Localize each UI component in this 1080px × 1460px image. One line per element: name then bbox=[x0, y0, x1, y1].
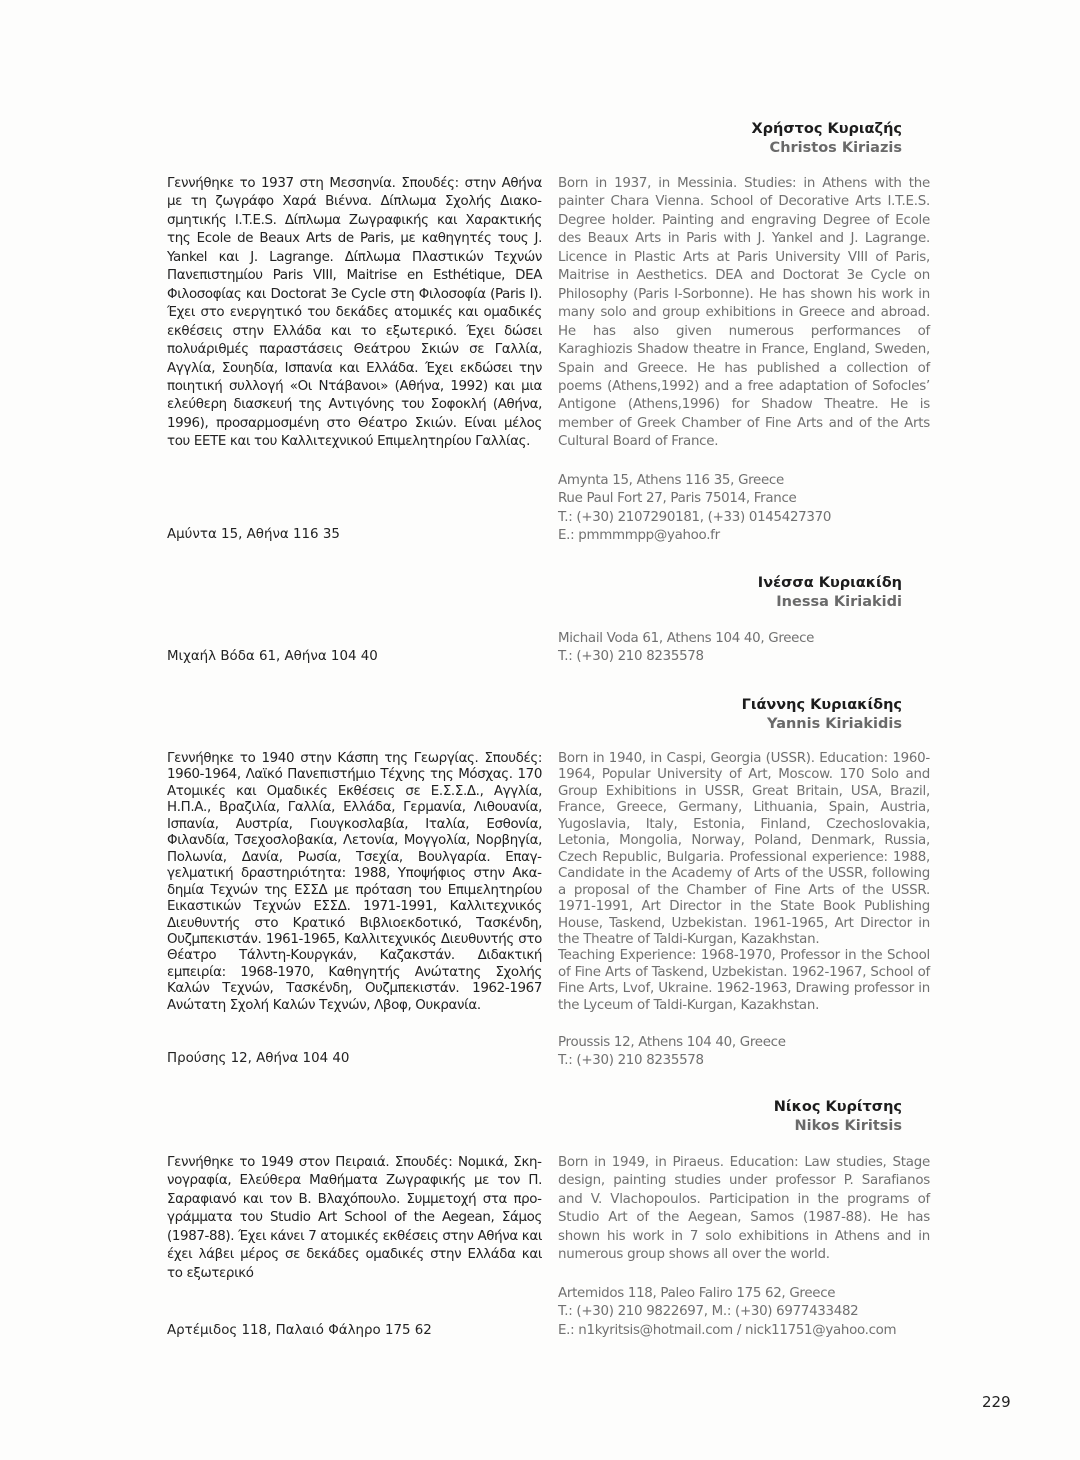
artist-heading-christos-kiriazis bbox=[751, 120, 902, 158]
contact-line: Michail Voda 61, Athens 104 40, Greece bbox=[558, 631, 815, 646]
artist-heading-inessa-kiriakidi bbox=[758, 574, 902, 612]
contact-line: Proussis 12, Athens 104 40, Greece bbox=[558, 1035, 786, 1050]
artist-name-greek: Γιάννης Κυριακίδης bbox=[741, 697, 902, 713]
contact-english bbox=[558, 630, 814, 667]
contact-english bbox=[558, 1034, 786, 1071]
artist-heading-yannis-kiriakidis bbox=[742, 696, 902, 734]
address-greek: Αρτέμιδος 118, Παλαιό Φάληρο 175 62 bbox=[167, 1323, 432, 1338]
address-greek: Μιχαήλ Βόδα 61, Αθήνα 104 40 bbox=[167, 649, 378, 664]
bio-greek: Γεννήθηκε το 1937 στη Μεσσηνία. Σπουδές: στην Αθήνα με τη ζωγράφο Χαρά Βιέννα. Δίπλωμα Σχολής Διακοσμητικής I.T.E.S. Δίπλωμα Ζωγραφικής και Χαρακτικής της Ecole de Beaux Arts de Paris, με καθηγητές τους J. Yankel και J. Lagrange. Δίπλωμα Πλαστικών Τεχνών Πανεπιστημίου Paris VIII, Maitrise en Esthétique, DEA Φιλοσοφίας και Doctorat 3e Cycle στη Φιλοσοφία (Paris I). Έχει στο ενεργητικό του δεκάδες ατομικές και ομαδικές εκθέσεις στην Ελλάδα και το εξωτερικό. Έχει δώσει πολυάριθμές παραστάσεις Θεάτρου Σκιών σε Γαλλία, Αγγλία, Σουηδία, Ισπανία και Ελλάδα. Έχει εκδώσει την ποιητική συλλογή «Οι Ντάβανοι» (Αθήνα, 1992) και μια ελεύθερη διασκευή της Αντιγόνης του Σοφοκλή (Αθήνα, 1996), προσαρμοσμένη στο Θέατρο Σκιών. Είναι μέλος του ΕΕΤΕ και του Καλλιτεχνικού Επιμελητηρίου Γαλλίας. bbox=[167, 176, 542, 450]
artist-name-greek: Νίκος Κυρίτσης bbox=[773, 1099, 902, 1115]
artist-name-greek: Χρήστος Κυριαζής bbox=[751, 121, 902, 137]
page-number: 229 bbox=[982, 1393, 1011, 1411]
artist-name-greek: Ινέσσα Κυριακίδη bbox=[757, 575, 902, 591]
contact-english bbox=[558, 472, 831, 546]
bio-english: Born in 1949, in Piraeus. Education: Law studies, Stage design, painting studies under professor P. Sarafianos and V. Vlachopoulos. Participation in the programs of Studio Art of the Aegean, Samos (1987-88). He has shown his work in 7 solo exhibitions in Athens and in numerous group shows all over the world. bbox=[558, 1155, 930, 1263]
contact-phone: T.: (+30) 2107290181, (+33) 0145427370 bbox=[558, 509, 832, 525]
artist-name-english: Inessa Kiriakidi bbox=[776, 594, 902, 610]
address-greek: Προύσης 12, Αθήνα 104 40 bbox=[167, 1051, 350, 1066]
artist-heading-nikos-kiritsis bbox=[774, 1098, 902, 1136]
artist-name-english: Christos Kiriazis bbox=[769, 140, 902, 156]
bio-english bbox=[558, 751, 930, 1014]
bio-english-paragraph: Born in 1940, in Caspi, Georgia (USSR). Education: 1960-1964, Popular University of Art, Moscow. 170 Solo and Group Exhibitions in USSR, Great Britain, USA, Brazil, France, Greece, Germany, Lithuania, Spain, Austria, Yugoslavia, Italy, Estonia, Finland, Czechoslovakia, Letonia, Mongolia, Norway, Poland, Denmark, Russia, Czech Republic, Bulgaria. Professional experience: 1988, Candidate in the Academy of Arts of the USSR, following a proposal of the Chamber of Fine Arts of the USSR. 1971-1991, Art Director in the State Book Publishing House, Taskend, Uzbekistan. 1961-1965, Art Director in the Theatre of Taldi-Kurgan, Kazakhstan. bbox=[558, 751, 930, 947]
artist-name-english: Nikos Kiritsis bbox=[794, 1118, 902, 1134]
artist-name-english: Yannis Kiriakidis bbox=[767, 716, 902, 732]
contact-line: Amynta 15, Athens 116 35, Greece bbox=[558, 473, 784, 488]
bio-english-paragraph: Teaching Experience: 1968-1970, Professor in the School of Fine Arts of Taskend, Uzbekistan. 1962-1967, School of Fine Arts, Lvof, Ukraine. 1962-1963, Drawing professor in the Lyceum of Taldi-Kurgan, Kazakhstan. bbox=[558, 948, 930, 1013]
contact-line: Rue Paul Fort 27, Paris 75014, France bbox=[558, 491, 797, 507]
contact-line: Artemidos 118, Paleo Faliro 175 62, Greece bbox=[558, 1286, 836, 1301]
address-greek: Αμύντα 15, Αθήνα 116 35 bbox=[167, 527, 340, 542]
contact-phone: T.: (+30) 210 9822697, M.: (+30) 6977433482 bbox=[558, 1304, 859, 1320]
bio-greek: Γεννήθηκε το 1949 στον Πειραιά. Σπουδές: Νομικά, Σκηνογραφία, Ελεύθερα Μαθήματα Ζωγραφικής με τον Π. Σαραφιανό και τον Β. Βλαχόπουλο. Συμμετοχή στα προγράμματα του Studio Art School of the Aegean, Σάμος (1987-88). Έχει κάνει 7 ατομικές εκθέσεις στην Αθήνα και έχει λάβει μέρος σε δεκάδες ομαδικές στην Ελλάδα και το εξωτερικό bbox=[167, 1155, 542, 1281]
bio-english: Born in 1937, in Messinia. Studies: in Athens with the painter Chara Vienna. School of Decorative Arts I.T.E.S. Degree holder. Painting and engraving Degree of Ecole des Beaux Arts in Paris with J. Yankel and J. Lagrange. Licence in Plastic Arts at Paris University VIII of Paris, Maitrise in Aesthetics. DEA and Doctorat 3e Cycle on Philosophy (Paris I-Sorbonne). He has shown his work in many solo and group exhibitions in Greece and abroad. He has also given numerous performances of Karaghiozis Shadow theatre in France, England, Sweden, Spain and Greece. He has published a collection of poems (Athens,1992) and a free adaptation of Sofocles’ Antigone (Athens,1996) for Shadow Theatre. He is member of Greek Chamber of Fine Arts and of the Arts Cultural Board of France. bbox=[558, 176, 930, 450]
contact-english bbox=[558, 1285, 896, 1340]
bio-greek: Γεννήθηκε το 1940 στην Κάσπη της Γεωργίας. Σπουδές: 1960-1964, Λαϊκό Πανεπιστήμιο Τέχνης της Μόσχας. 170 Ατομικές και Ομαδικές Εκθέσεις σε Ε.Σ.Σ.Δ., Αγγλία, Η.Π.Α., Βραζιλία, Γαλλία, Ελλάδα, Γερμανία, Λιθουανία, Ισπανία, Αυστρία, Γιουγκοσλαβία, Ιταλία, Εσθονία, Φιλανδία, Τσεχοσλοβακία, Λετονία, Μογγολία, Νορβηγία, Πολωνία, Δανία, Ρωσία, Τσεχία, Βουλγαρία. Επαγγελματική δραστηριότητα: 1988, Υποψήφιος στην Ακαδημία Τεχνών της ΕΣΣΔ με πρόταση του Επιμελητηρίου Εικαστικών Τεχνών ΕΣΣΔ. 1971-1991, Καλλιτεχνικός Διευθυντής στο Κρατικό Βιβλιοεκδοτικό, Τασκένδη, Ουζμπεκιστάν. 1961-1965, Καλλιτεχνικός Διευθυντής στο Θέατρο Τάλντη-Κουργκάν, Καζακστάν. Διδακτική εμπειρία: 1968-1970, Καθηγητής Ανώτατης Σχολής Καλών Τεχνών, Τασκένδη, Ουζμπεκιστάν. 1962-1967 Ανώτατη Σχολή Καλών Τεχνών, Λβοφ, Ουκρανία. bbox=[167, 751, 542, 1013]
contact-phone: T.: (+30) 210 8235578 bbox=[558, 1053, 704, 1069]
contact-email: E.: n1kyritsis@hotmail.com / nick11751@yahoo.com bbox=[558, 1322, 897, 1338]
contact-email: E.: pmmmmpp@yahoo.fr bbox=[558, 528, 720, 544]
contact-phone: T.: (+30) 210 8235578 bbox=[558, 649, 704, 665]
